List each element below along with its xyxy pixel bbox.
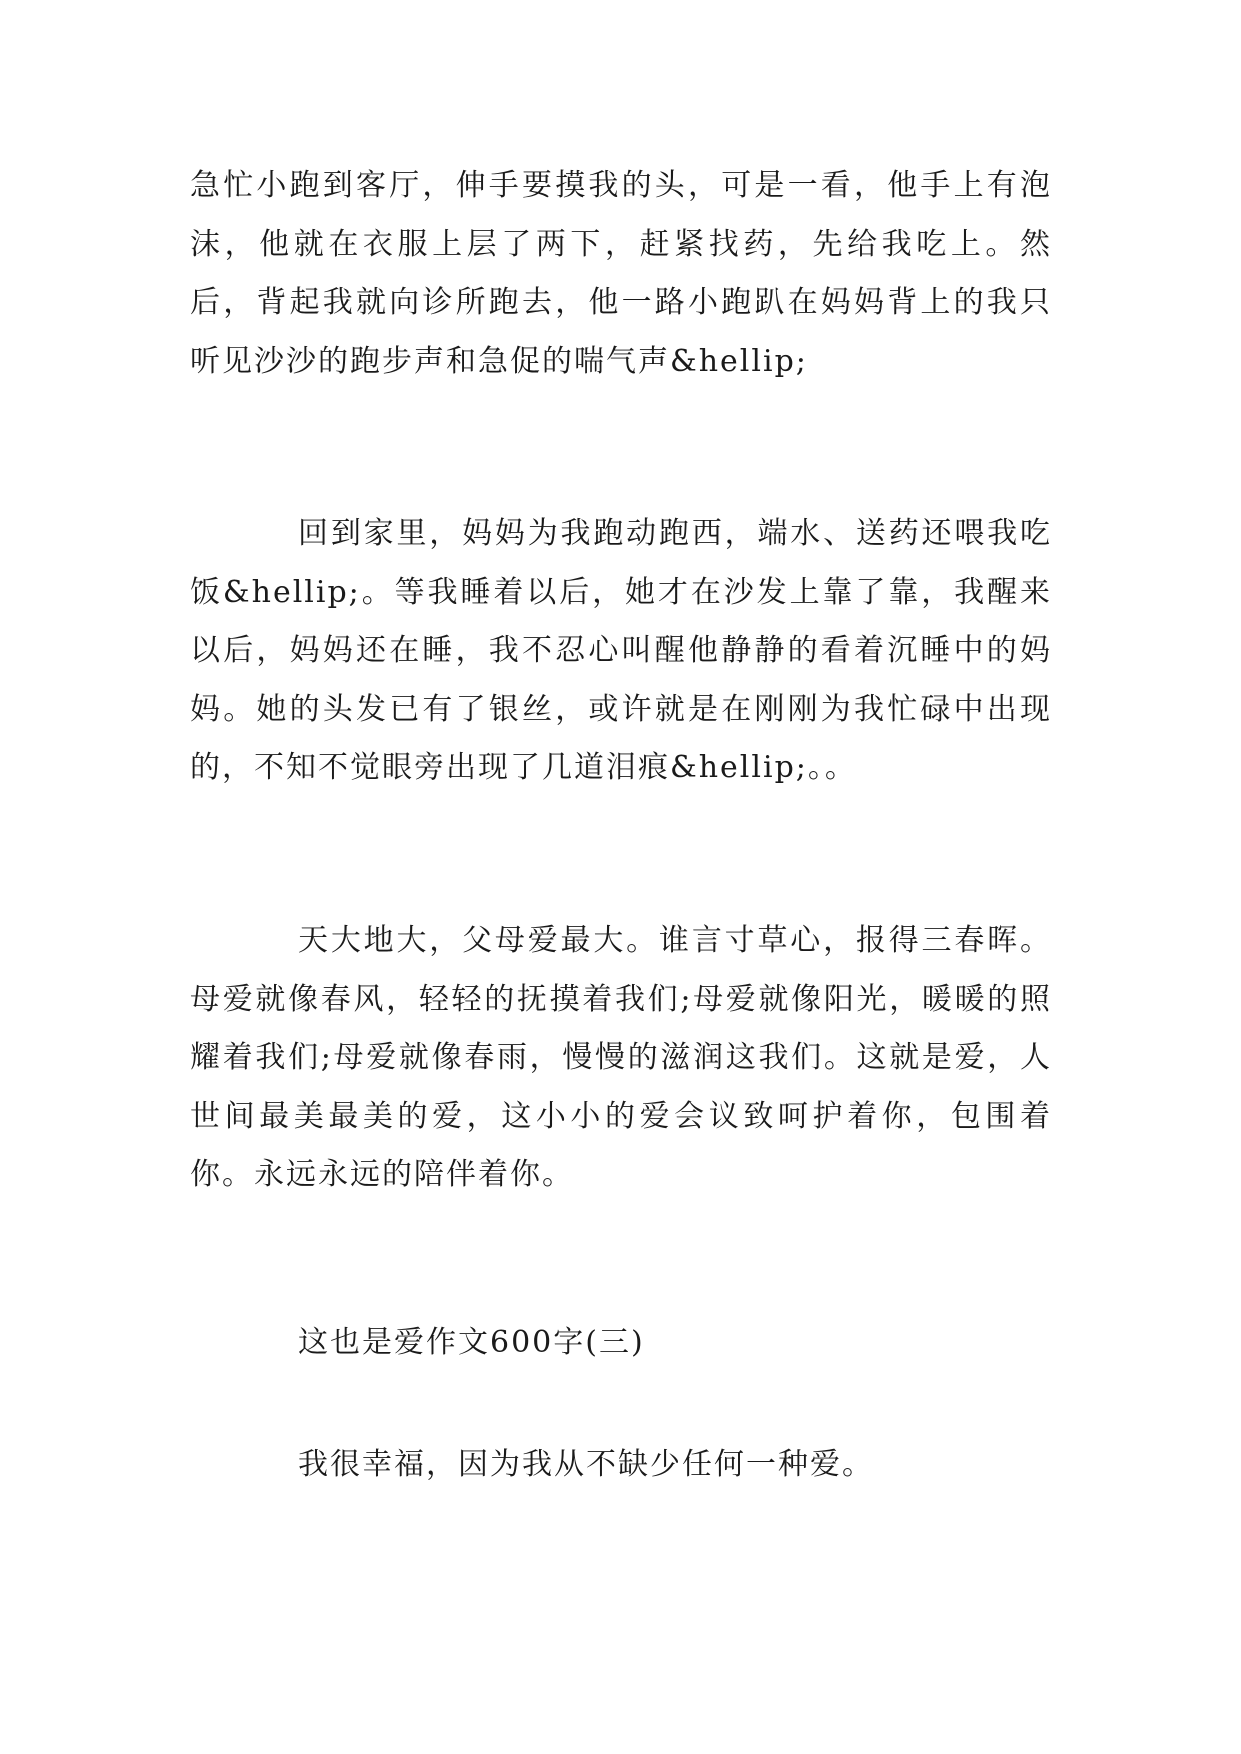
body-paragraph: 天大地大，父母爱最大。谁言寸草心，报得三春晖。母爱就像春风，轻轻的抚摸着我们;母爱就像阳光，暖暖的照耀着我们;母爱就像春雨，慢慢的滋润这我们。这就是爱，人世间最美最美的爱，这小小的爱会议致呵护着你，包围着你。永远永远的陪伴着你。 [190, 923, 1052, 1192]
body-paragraph: 回到家里，妈妈为我跑动跑西，端水、送药还喂我吃饭&hellip;。等我睡着以后，她才在沙发上靠了靠，我醒来以后，妈妈还在睡，我不忍心叫醒他静静的看着沉睡中的妈妈。她的头发已有了银丝，或许就是在刚刚为我忙碌中出现的，不知不觉眼旁出现了几道泪痕&hellip;。。 [190, 516, 1052, 785]
body-paragraph: 我很幸福，因为我从不缺少任何一种爱。 [298, 1447, 874, 1482]
body-paragraph: 急忙小跑到客厅，伸手要摸我的头，可是一看，他手上有泡沫，他就在衣服上层了两下，赶紧找药，先给我吃上。然后，背起我就向诊所跑去，他一路小跑趴在妈妈背上的我只听见沙沙的跑步声和急促的喘气声&hellip; [190, 168, 1052, 379]
section-heading: 这也是爱作文600字(三) [298, 1325, 645, 1360]
